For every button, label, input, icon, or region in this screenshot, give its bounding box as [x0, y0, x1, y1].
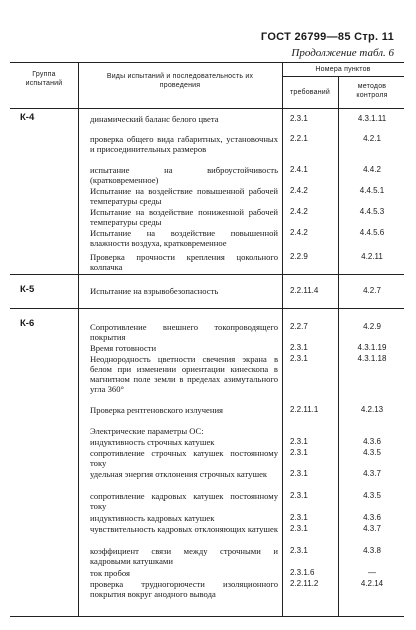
- test-name: Испытание на взрывобезопасность: [90, 286, 219, 296]
- test-name: испытание на виброустойчивость (кратковременное): [90, 165, 278, 185]
- test-name: Сопротивление внешнего токопроводящего покрытия: [90, 322, 278, 342]
- test-name: проверка трудногорючести изоляционного покрытия вокруг анодного вывода: [90, 579, 278, 599]
- header-group: Группа испытаний: [25, 71, 63, 87]
- method-ref: 4.2.11: [361, 252, 383, 261]
- requirement-ref: 2.2.9: [290, 252, 308, 261]
- method-ref: 4.2.14: [360, 579, 384, 588]
- method-ref: 4.3.5: [363, 491, 381, 500]
- test-name: Проверка прочности крепления цокольного колпачка: [90, 252, 278, 272]
- rule-k5-bottom: [10, 308, 404, 309]
- method-ref: 4.2.7: [363, 286, 381, 295]
- test-name: Испытание на воздействие пониженной рабочей температуры среды: [90, 207, 278, 227]
- group-k6: К-6: [20, 318, 35, 329]
- rule-top: [10, 62, 404, 63]
- requirement-ref: 2.3.1: [290, 491, 308, 500]
- method-ref: 4.3.6: [363, 437, 381, 446]
- test-name: Время готовности: [90, 343, 157, 353]
- requirement-ref: 2.2.1: [290, 134, 308, 143]
- test-name: Неоднородность цветности свечения экрана в белом при изменении ориентации кинескопа в магнитном поле земли в пределах азимутального угла 360°: [90, 354, 278, 394]
- test-name: проверка общего вида габаритных, установочных и присоединительных размеров: [90, 134, 278, 154]
- requirement-ref: 2.4.2: [290, 186, 308, 195]
- method-ref: 4.3.8: [363, 546, 381, 555]
- test-name: индуктивность строчных катушек: [90, 437, 215, 447]
- header-requirements: требований: [289, 89, 331, 96]
- test-name: Испытание на воздействие повышенной рабочей температуры среды: [90, 186, 278, 206]
- rule-numbers: [282, 76, 404, 77]
- test-name: динамический баланс белого цвета: [90, 114, 219, 124]
- group-k4: К-4: [20, 112, 35, 123]
- rule-k4-bottom: [10, 274, 404, 275]
- requirement-ref: 2.3.1: [290, 448, 308, 457]
- method-ref: 4.3.1.18: [357, 354, 387, 363]
- test-name: коэффициент связи между строчными и кадровыми катушками: [90, 546, 278, 566]
- test-name: ток пробоя: [90, 568, 130, 578]
- requirement-ref: 2.3.1: [290, 437, 308, 446]
- test-name: Проверка рентгеновского излучения: [90, 405, 223, 415]
- method-ref: 4.3.6: [363, 513, 381, 522]
- test-name: удельная энергия отклонения строчных катушек: [90, 469, 268, 479]
- requirement-ref: 2.4.2: [290, 228, 308, 237]
- rule-col-1: [78, 62, 79, 617]
- rule-header-bottom: [10, 108, 404, 109]
- requirement-ref: 2.4.2: [290, 207, 308, 216]
- test-name: чувствительность кадровых отклоняющих катушек: [90, 524, 278, 534]
- requirement-ref: 2.4.1: [290, 165, 308, 174]
- method-ref: 4.3.1.11: [357, 114, 387, 123]
- method-ref: 4.2.13: [360, 405, 384, 414]
- requirement-ref: 2.2.11.2: [290, 579, 319, 588]
- test-name: Испытание на воздействие повышенной влажности воздуха, кратковременное: [90, 228, 278, 248]
- method-ref: 4.3.7: [363, 524, 381, 533]
- requirement-ref: 2.2.7: [290, 322, 308, 331]
- method-ref: 4.2.1: [363, 134, 381, 143]
- test-name: сопротивление кадровых катушек постоянному току: [90, 491, 278, 511]
- method-ref: 4.3.5: [363, 448, 381, 457]
- group-k5: К-5: [20, 284, 35, 295]
- requirement-ref: 2.2.11.1: [290, 405, 319, 414]
- rule-col-3: [338, 76, 339, 617]
- test-table: [10, 62, 404, 617]
- method-ref: 4.2.9: [363, 322, 381, 331]
- table-continuation-label: Продолжение табл. 6: [291, 47, 394, 59]
- rule-col-2: [282, 62, 283, 617]
- requirement-ref: 2.3.1: [290, 546, 308, 555]
- method-ref: 4.4.2: [363, 165, 381, 174]
- method-ref: 4.4.5.1: [359, 186, 385, 195]
- requirement-ref: 2.2.11.4: [290, 286, 319, 295]
- method-ref: —: [368, 568, 376, 577]
- header-methods: методов контроля: [356, 83, 388, 99]
- requirement-ref: 2.3.1: [290, 343, 308, 352]
- test-name: индуктивность кадровых катушек: [90, 513, 215, 523]
- method-ref: 4.3.1.19: [357, 343, 387, 352]
- header-tests: Виды испытаний и последовательность их проведения: [106, 73, 254, 89]
- rule-bottom: [10, 616, 404, 617]
- page-header: ГОСТ 26799—85 Стр. 11: [260, 31, 394, 43]
- method-ref: 4.4.5.6: [359, 228, 385, 237]
- method-ref: 4.3.7: [363, 469, 381, 478]
- requirement-ref: 2.3.1: [290, 114, 308, 123]
- requirement-ref: 2.3.1: [290, 513, 308, 522]
- header-numbers: Номера пунктов: [315, 66, 371, 73]
- requirement-ref: 2.3.1: [290, 524, 308, 533]
- test-name: Электрические параметры ОС:: [90, 426, 204, 436]
- requirement-ref: 2.3.1: [290, 469, 308, 478]
- requirement-ref: 2.3.1.6: [290, 568, 315, 577]
- requirement-ref: 2.3.1: [290, 354, 308, 363]
- test-name: сопротивление строчных катушек постоянному току: [90, 448, 278, 468]
- method-ref: 4.4.5.3: [359, 207, 385, 216]
